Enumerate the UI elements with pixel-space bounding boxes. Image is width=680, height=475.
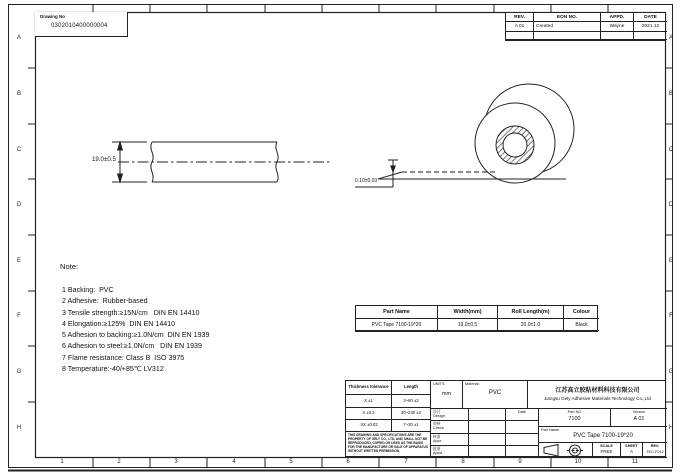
signoff-value-empty	[469, 434, 506, 446]
tolerance-cell: 30~230 ±2	[392, 408, 431, 420]
signoff-value-empty	[469, 409, 506, 421]
scale-label: SCALE	[600, 444, 613, 448]
grid-row-label: E	[16, 258, 21, 264]
rev-header: EON NO.	[534, 13, 601, 22]
grid-col-label: 11	[631, 459, 639, 465]
grid-row-label: F	[17, 313, 21, 319]
signoff-date-empty	[506, 434, 539, 446]
grid-col-label: 3	[174, 459, 178, 465]
drawing-no-value: 0302010400000004	[51, 23, 108, 29]
grid-col-label: 9	[518, 459, 522, 465]
version-cell	[611, 409, 667, 427]
signoff-value-empty	[469, 421, 506, 433]
grid-row-label: H	[16, 425, 22, 431]
tolerance-cell: X ±0.2	[346, 408, 392, 420]
part-name-value: PVC Tape 7100-19*20	[573, 433, 633, 439]
rev-label: REV.	[650, 444, 660, 448]
company-cell	[528, 381, 667, 409]
rev-cell: A 01	[506, 22, 534, 32]
grid-row-label: H	[668, 425, 674, 431]
signoff-label: 核准 Appr.	[431, 434, 469, 446]
rev-header: APPD.	[601, 13, 634, 22]
signoff-grid	[431, 409, 539, 458]
scale-value: FREE	[600, 449, 613, 454]
grid-col-label: 8	[461, 459, 465, 465]
material-cell	[463, 381, 528, 409]
tolerance-table	[346, 381, 431, 432]
material-label: Material:	[465, 382, 480, 386]
date-header: Date	[506, 409, 539, 421]
projection-cone-icon	[544, 445, 558, 457]
tape-side-view	[112, 142, 332, 182]
tolerance-header: Length	[392, 381, 431, 395]
grid-col-label: 2	[117, 459, 121, 465]
title-block	[345, 380, 666, 457]
tolerance-cell: .XX ±0.02	[346, 420, 392, 432]
rev-value: TEC-F012	[646, 450, 664, 454]
sheet-label: SHEET	[625, 444, 638, 448]
part-no-cell	[539, 409, 611, 427]
drawing-no-label: Drawing No	[40, 14, 66, 19]
projection-symbol-cell	[539, 443, 593, 458]
signoff-label: 批准 Appd.	[431, 446, 469, 458]
width-dimension: 19.0±0.5	[91, 156, 116, 163]
company-name-cn: 江苏高立胶粘材料科技有限公司	[555, 388, 640, 394]
rev-cell-empty	[534, 32, 601, 40]
spec-header: Width(mm)	[438, 306, 498, 319]
version-value: A 01	[633, 416, 645, 422]
rev-header: REV.	[506, 13, 534, 22]
spec-header: Roll Length(m)	[498, 306, 564, 319]
note-item: 5 Adhesion to backing:≥1.0N/cm DIN EN 1939	[62, 331, 210, 340]
note-item: 8 Temperature:-40/+85℃ LV312	[62, 365, 164, 374]
grid-col-label: 5	[289, 459, 293, 465]
grid-row-label: A	[668, 35, 673, 41]
grid-row-label: A	[16, 35, 21, 41]
part-no-value: 7100	[568, 416, 581, 422]
note-item: 3 Tensile strength:≥15N/cm DIN EN 14410	[62, 308, 200, 317]
rev-header: DATE	[634, 13, 667, 22]
grid-row-label: D	[16, 202, 22, 208]
rev-cell: Created	[534, 22, 601, 32]
grid-col-label: 6	[346, 459, 350, 465]
part-name-label: Part Name	[541, 428, 560, 432]
grid-col-label: 7	[404, 459, 408, 465]
spec-header: Part Name	[356, 306, 438, 319]
rev-cell: Wayne	[601, 22, 634, 32]
rev-cell-empty	[506, 32, 534, 40]
part-no-label: Part NO	[567, 410, 582, 414]
notes-title: Note:	[60, 262, 79, 271]
note-item: 7 Flame resistance: Class B ISO 3975	[62, 353, 185, 362]
spec-header: Colour	[564, 306, 599, 319]
spec-cell: PVC Tape 7100-19*20	[356, 319, 438, 331]
drawing-no-box	[35, 12, 128, 37]
note-item: 4 Elongation:≥125% DIN EN 14410	[62, 319, 176, 328]
signoff-date-empty	[506, 421, 539, 433]
rev-cell	[643, 443, 667, 458]
units-cell	[431, 381, 463, 409]
spec-cell: 19.0±0.5	[438, 319, 498, 331]
signoff-value-empty	[469, 446, 506, 458]
note-item: 1 Backing: PVC	[62, 286, 114, 294]
revision-table	[505, 12, 666, 41]
sheet-cell	[621, 443, 643, 458]
rev-cell: 2021.12	[634, 22, 667, 32]
rev-cell-empty	[601, 32, 634, 40]
grid-row-label: C	[16, 147, 22, 153]
grid-row-label: E	[668, 258, 673, 264]
spec-cell: Black	[564, 319, 599, 331]
grid-col-label: 10	[574, 459, 582, 465]
grid-row-label: G	[668, 369, 674, 375]
notes-block	[60, 262, 209, 375]
grid-row-label: B	[16, 91, 21, 97]
part-name-cell	[539, 427, 667, 443]
signoff-date-empty	[506, 446, 539, 458]
sheet-value: A	[629, 449, 633, 454]
tolerance-cell: 7~30 ±1	[392, 420, 431, 432]
signoff-label: 审核 Check	[431, 421, 469, 433]
grid-col-label: 4	[232, 459, 236, 465]
disclaimer-text: THIS DRAWING AND SPECIFICATIONS ARE THE PROPERTY OF GELY CO., LTD. AND SHALL NOT BE REPRODUCED, COPIED OR USED AS THE BASIS FOR THE MANUFACTURE OR SALE OF APPARATUS WITHOUT WRITTEN PERMISSION.	[346, 432, 431, 458]
thickness-dimension: 0.10±0.03	[355, 178, 378, 184]
tolerance-cell: X ±1	[346, 395, 392, 408]
grid-row-label: B	[668, 91, 673, 97]
tolerance-cell: 3~60 ±3	[392, 395, 431, 408]
company-name-en: Jiangsu Gely Adhesive Materials Technology Co.,Ltd	[544, 396, 651, 401]
tape-roll-view	[355, 84, 574, 187]
grid-row-label: D	[668, 202, 674, 208]
scale-cell	[593, 443, 621, 458]
grid-row-label: G	[16, 369, 22, 375]
note-item: 2 Adhesive: Rubber-based	[62, 297, 148, 306]
grid-row-label: F	[669, 313, 673, 319]
tolerance-header: Thickness tolerance	[346, 381, 392, 395]
spec-cell: 20.0±1.0	[498, 319, 564, 331]
material-value: PVC	[488, 390, 502, 396]
grid-row-label: C	[668, 147, 674, 153]
grid-col-label: 1	[60, 459, 64, 465]
signoff-label: 设计 Design	[431, 409, 469, 421]
units-value: mm	[441, 391, 452, 397]
rev-cell-empty	[634, 32, 667, 40]
units-label: UNITS:	[433, 382, 446, 386]
note-item: 6 Adhesion to steel:≥1.0N/cm DIN EN 1939	[62, 342, 202, 351]
version-label: Version	[632, 410, 646, 414]
spec-table	[355, 305, 598, 332]
